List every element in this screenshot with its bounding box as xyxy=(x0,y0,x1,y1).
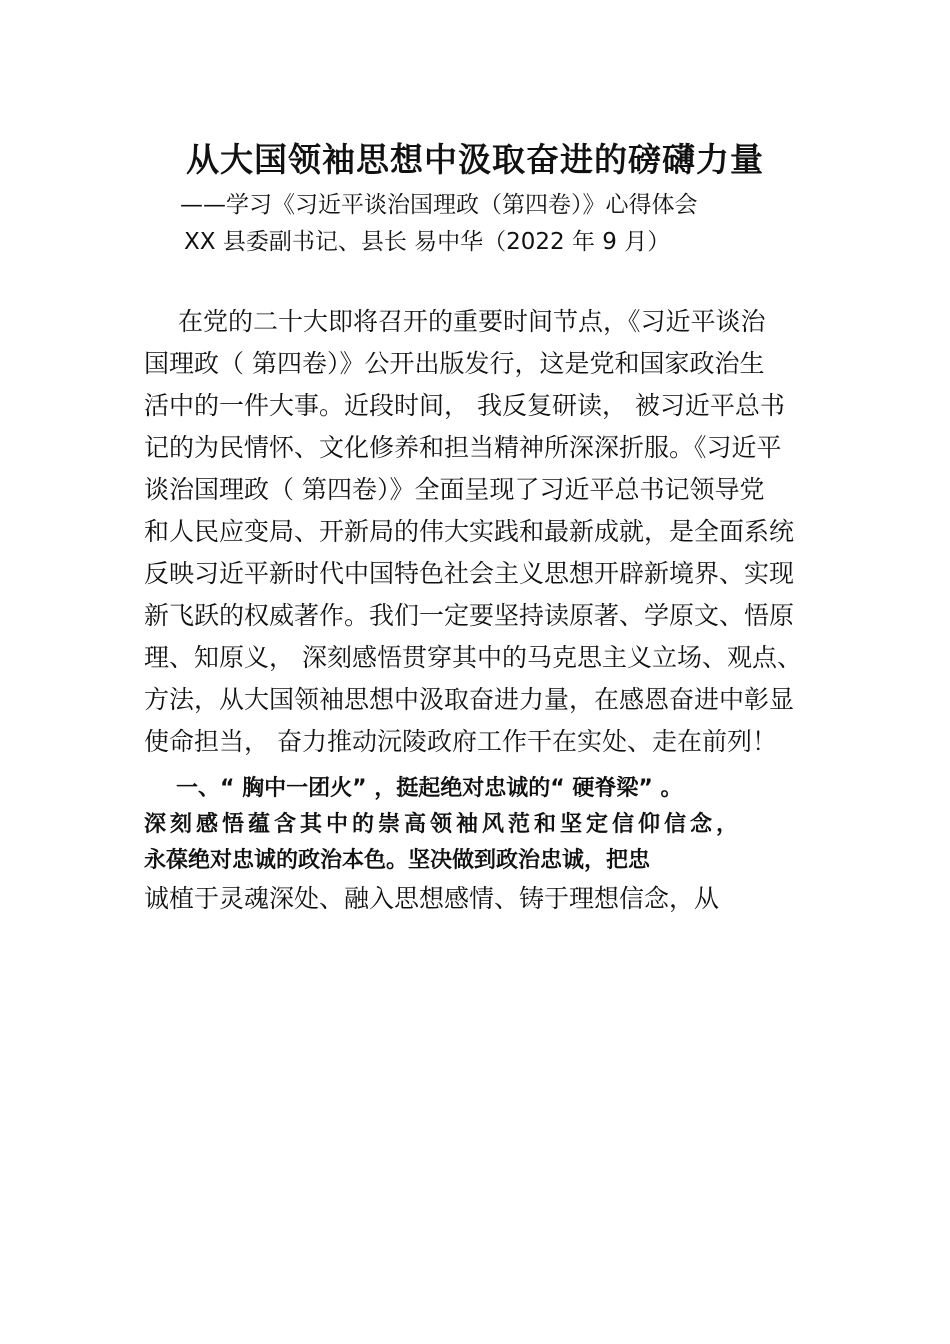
section-line: 诚植于灵魂深处、融入思想感情、铸于理想信念，从 xyxy=(144,884,720,913)
paragraph-line: 新飞跃的权威著作。我们一定要坚持读原著、学原文、悟原 xyxy=(144,601,795,630)
document-author-line: XX 县委副书记、县长 易中华（2022 年 9 月） xyxy=(184,229,671,255)
section-heading: 一、“ 胸中一团火” ，挺起绝对忠诚的“ 硬脊梁” 。 xyxy=(176,776,683,801)
paragraph-1 xyxy=(144,301,824,763)
paragraph-line: 使命担当， 奋力推动沅陵政府工作干在实处、走在前列！ xyxy=(144,727,777,756)
document-title: 从大国领袖思想中汲取奋进的磅礴力量 xyxy=(186,140,764,179)
section-line: 永葆绝对忠诚的政治本色。坚决做到政治忠诚，把忠 xyxy=(144,848,651,873)
document-subtitle: ——学习《习近平谈治国理政（第四卷）》心得体会 xyxy=(180,192,698,218)
section-1 xyxy=(144,771,834,919)
paragraph-line: 反映习近平新时代中国特色社会主义思想开辟新境界、实现 xyxy=(144,559,795,588)
paragraph-line: 国理政（ 第四卷）》公开出版发行，这是党和国家政治生 xyxy=(144,349,765,378)
paragraph-line: 记的为民情怀、文化修养和担当精神所深深折服。《习近平 xyxy=(144,433,782,462)
paragraph-line: 谈治国理政（ 第四卷）》全面呈现了习近平总书记领导党 xyxy=(144,475,765,504)
paragraph-line: 在党的二十大即将召开的重要时间节点，《习近平谈治 xyxy=(178,307,766,336)
paragraph-line: 和人民应变局、开新局的伟大实践和最新成就，是全面系统 xyxy=(144,517,795,546)
section-line: 深刻感悟蕴含其中的崇高领袖风范和坚定信仰信念， xyxy=(144,812,743,837)
paragraph-line: 理、知原义， 深刻感悟贯穿其中的马克思主义立场、观点、 xyxy=(144,643,802,672)
paragraph-line: 活中的一件大事。近段时间， 我反复研读， 被习近平总书 xyxy=(144,391,785,420)
paragraph-line: 方法，从大国领袖思想中汲取奋进力量，在感恩奋进中彰显 xyxy=(144,685,795,714)
